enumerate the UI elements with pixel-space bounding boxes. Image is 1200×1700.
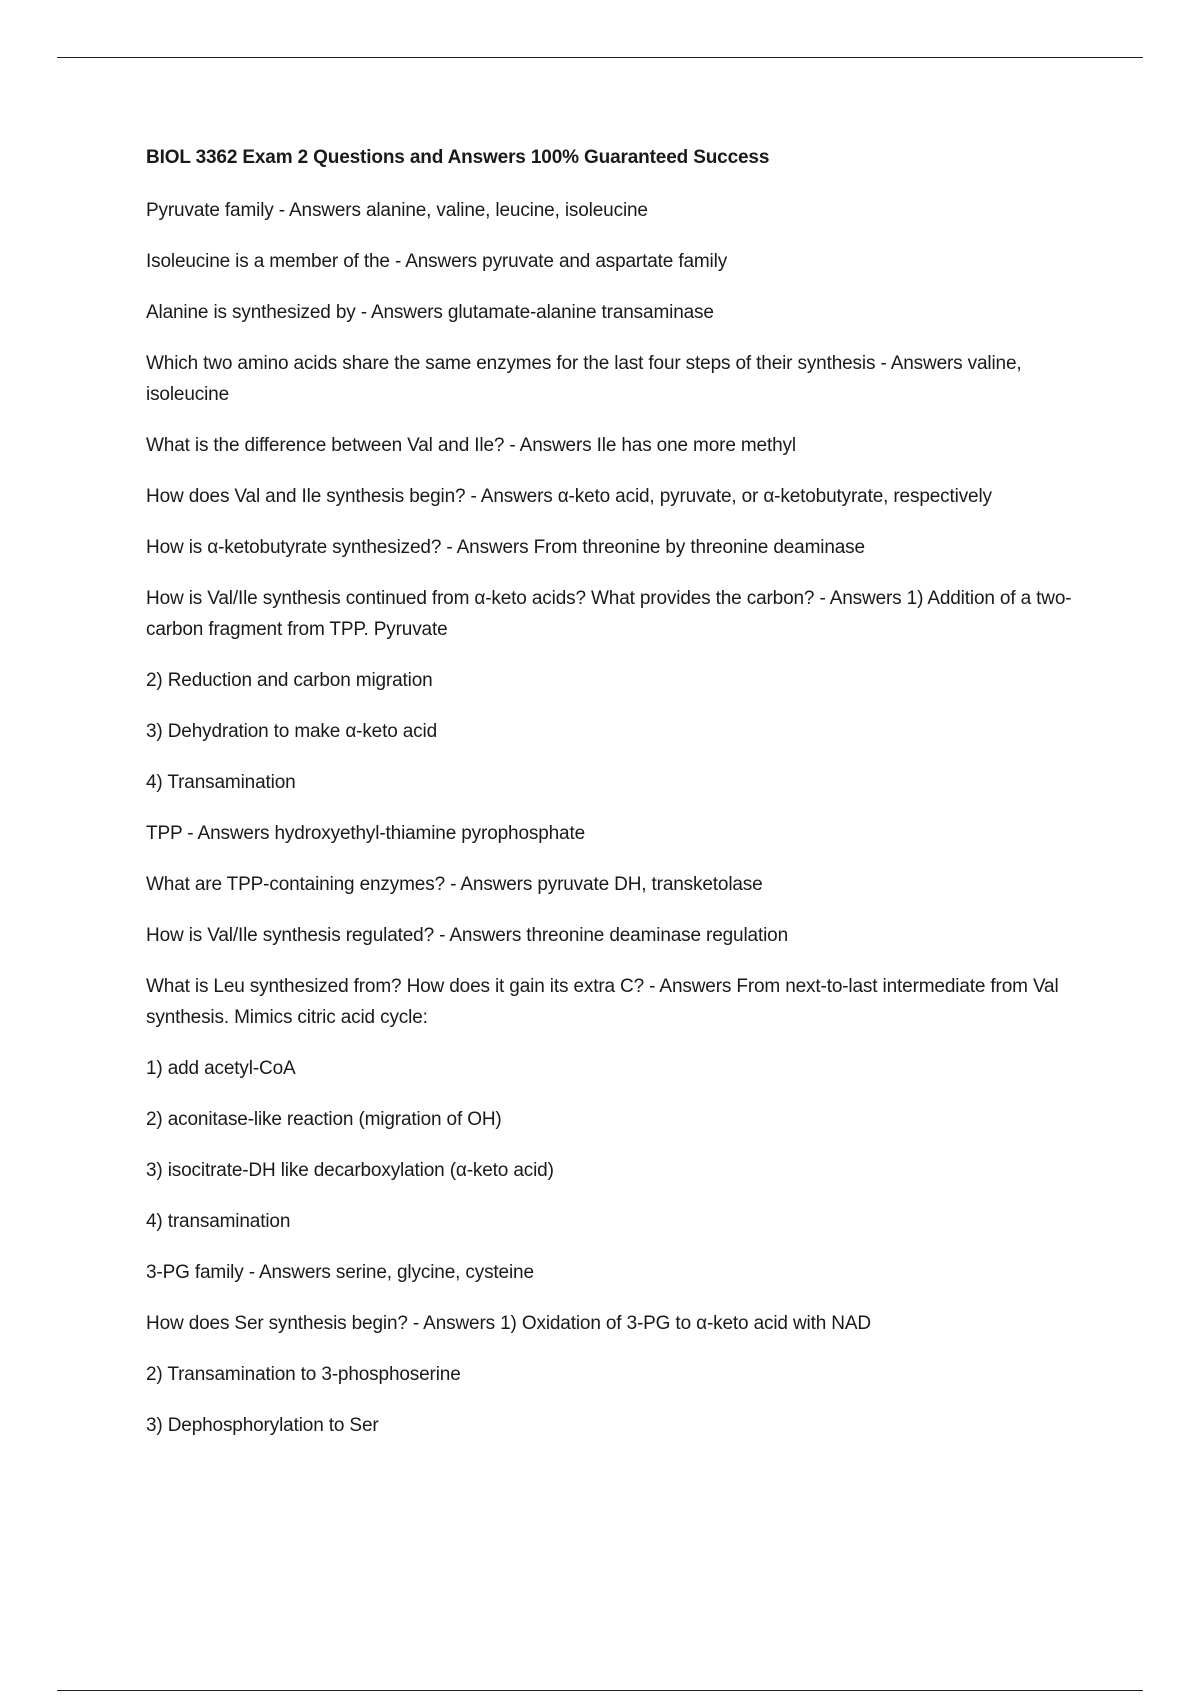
- qa-line: 3) Dephosphorylation to Ser: [146, 1415, 379, 1436]
- qa-line: How does Val and Ile synthesis begin? - Answers α-keto acid, pyruvate, or α-ketobutyrate, respectively: [146, 486, 992, 507]
- qa-line: 2) aconitase-like reaction (migration of OH): [146, 1109, 502, 1130]
- top-rule: [57, 57, 1143, 58]
- document-title: BIOL 3362 Exam 2 Questions and Answers 100% Guaranteed Success: [146, 147, 770, 168]
- qa-line: 2) Transamination to 3-phosphoserine: [146, 1364, 461, 1385]
- qa-line: Alanine is synthesized by - Answers glutamate-alanine transaminase: [146, 302, 714, 323]
- qa-line: How is Val/Ile synthesis regulated? - Answers threonine deaminase regulation: [146, 925, 788, 946]
- qa-line: What is Leu synthesized from? How does it gain its extra C? - Answers From next-to-last intermediate from Val synthesis. Mimics citric acid cycle:: [146, 976, 1059, 1028]
- qa-line: Isoleucine is a member of the - Answers pyruvate and aspartate family: [146, 251, 728, 272]
- qa-line: 3) Dehydration to make α-keto acid: [146, 721, 438, 742]
- qa-line: Which two amino acids share the same enzymes for the last four steps of their synthesis - Answers valine, isoleucine: [146, 353, 1022, 405]
- qa-line: Pyruvate family - Answers alanine, valine, leucine, isoleucine: [146, 200, 648, 221]
- qa-line: TPP - Answers hydroxyethyl-thiamine pyrophosphate: [146, 823, 586, 844]
- qa-line: How is α-ketobutyrate synthesized? - Answers From threonine by threonine deaminase: [146, 537, 865, 558]
- qa-line: 3-PG family - Answers serine, glycine, cysteine: [146, 1262, 534, 1283]
- qa-line: 1) add acetyl-CoA: [146, 1058, 296, 1079]
- qa-line: 2) Reduction and carbon migration: [146, 670, 433, 691]
- qa-line: What is the difference between Val and Ile? - Answers Ile has one more methyl: [146, 435, 796, 456]
- bottom-rule: [57, 1690, 1143, 1691]
- qa-line: 4) Transamination: [146, 772, 296, 793]
- qa-line: How is Val/Ile synthesis continued from α-keto acids? What provides the carbon? - Answers 1) Addition of a two-carbon fragment from TPP. Pyruvate: [146, 588, 1072, 640]
- qa-line: How does Ser synthesis begin? - Answers 1) Oxidation of 3-PG to α-keto acid with NAD: [146, 1313, 871, 1334]
- document-body: [146, 144, 1081, 1461]
- qa-line: 3) isocitrate-DH like decarboxylation (α-keto acid): [146, 1160, 554, 1181]
- qa-line: What are TPP-containing enzymes? - Answers pyruvate DH, transketolase: [146, 874, 763, 895]
- qa-line: 4) transamination: [146, 1211, 291, 1232]
